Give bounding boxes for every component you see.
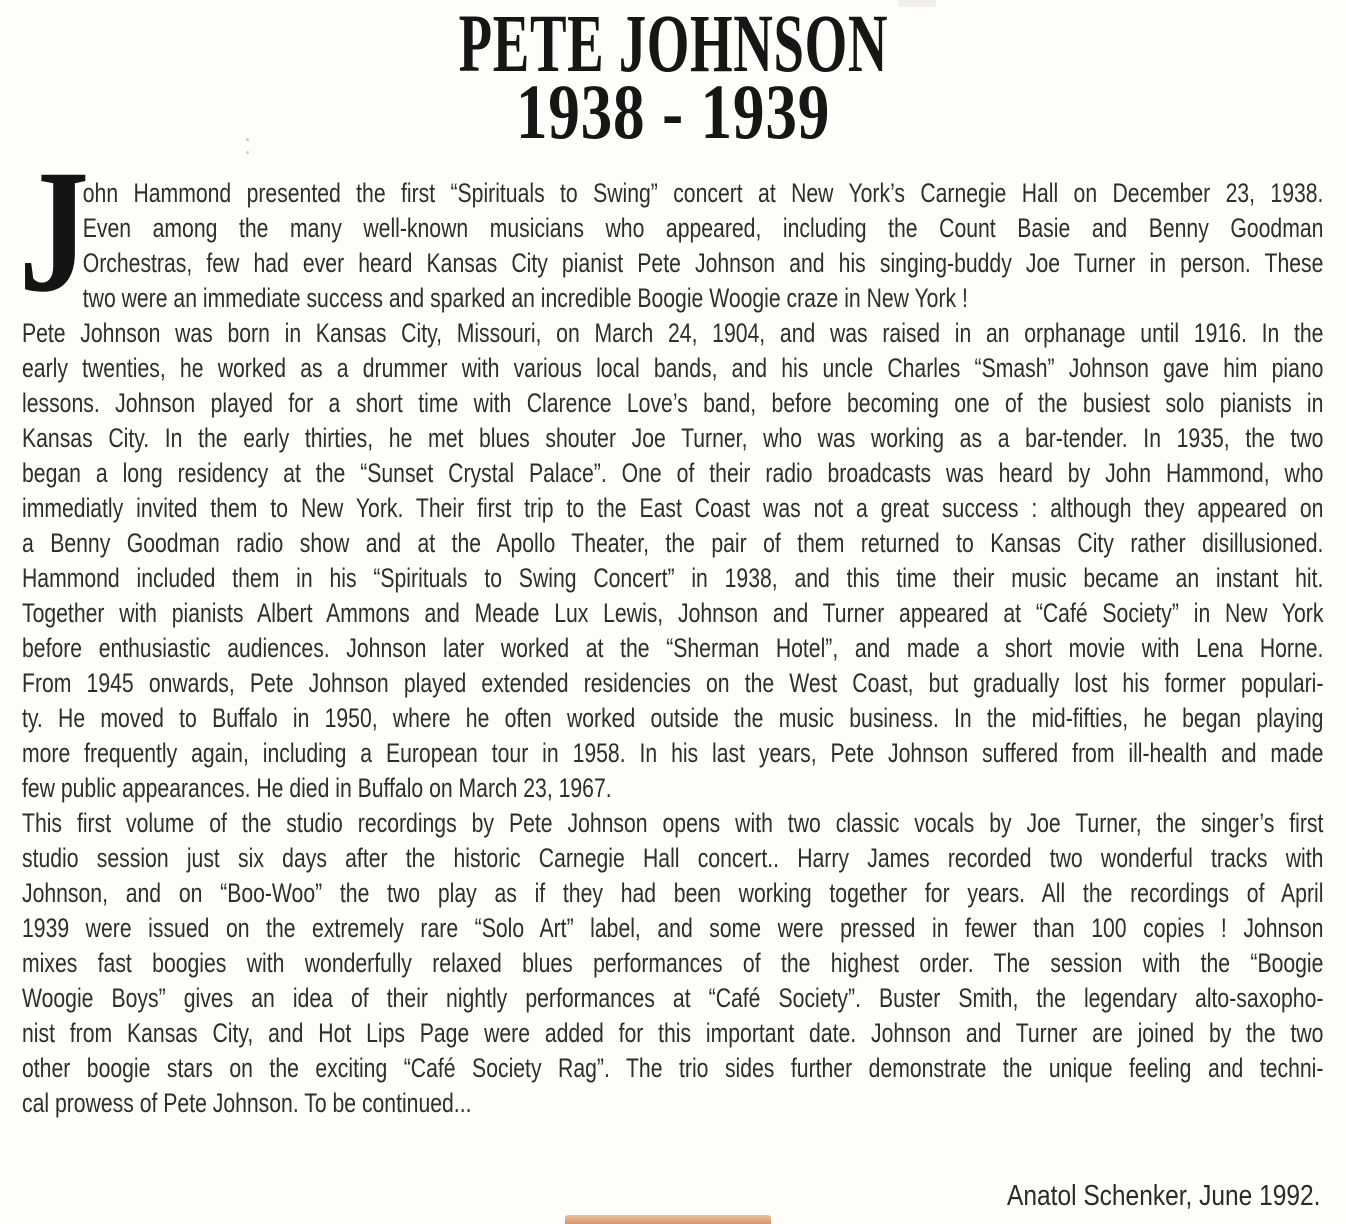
text-line: Kansas City. In the early thirties, he met blues shouter Joe Turner, who was working as a bar-tender. In 1935, the two	[22, 423, 1324, 453]
signature-row	[956, 1180, 1320, 1213]
text-line: Together with pianists Albert Ammons and Meade Lux Lewis, Johnson and Turner appeared at “Café Society” in New York	[22, 598, 1324, 628]
paragraph-2	[22, 316, 1323, 806]
text-line: before enthusiastic audiences. Johnson later worked at the “Sherman Hotel”, and made a short movie with Lena Horne.	[22, 633, 1324, 663]
scan-smudge	[898, 0, 936, 7]
album-years-title-row	[0, 68, 1346, 155]
text-line: few public appearances. He died in Buffalo on March 23, 1967.	[22, 773, 612, 803]
author-signature: Anatol Schenker, June 1992.	[1006, 1180, 1320, 1212]
album-years-title: 1938 - 1939	[515, 68, 831, 155]
text-line: Hammond included them in his “Spirituals to Swing Concert” in 1938, and this time their music became an instant hit.	[22, 563, 1324, 593]
text-line: ohn Hammond presented the first “Spirituals to Swing” concert at New York’s Carnegie Hall on December 23, 1938.	[82, 178, 1324, 208]
text-line: nist from Kansas City, and Hot Lips Page were added for this important date. Johnson and Turner are joined by the two	[22, 1018, 1324, 1048]
text-line: ty. He moved to Buffalo in 1950, where he often worked outside the music business. In the mid-fifties, he began playing	[22, 703, 1324, 733]
text-line: 1939 were issued on the extremely rare “Solo Art” label, and some were pressed in fewer than 100 copies ! Johnson	[22, 913, 1324, 943]
text-line: more frequently again, including a European tour in 1958. In his last years, Pete Johnson suffered from ill-health and made	[22, 738, 1324, 768]
text-line: immediatly invited them to New York. Their first trip to the East Coast was not a great success : although they appeared on	[22, 493, 1324, 523]
text-line: lessons. Johnson played for a short time with Clarence Love’s band, before becoming one of the busiest solo pianists in	[22, 388, 1324, 418]
drop-cap: J	[18, 134, 90, 329]
text-line: mixes fast boogies with wonderfully relaxed blues performances of the highest order. The session with the “Boogie	[22, 948, 1324, 978]
text-line: two were an immediate success and sparked an incredible Boogie Woogie craze in New York !	[82, 283, 968, 313]
text-line: Pete Johnson was born in Kansas City, Missouri, on March 24, 1904, and was raised in an orphanage until 1916. In the	[22, 318, 1324, 348]
text-line: From 1945 onwards, Pete Johnson played extended residencies on the West Coast, but gradually lost his former populari-	[22, 668, 1324, 698]
text-line: Even among the many well-known musicians who appeared, including the Count Basie and Benny Goodman	[82, 213, 1324, 243]
liner-notes-text	[18, 134, 1324, 1121]
text-line: Woogie Boys” gives an idea of their nightly performances at “Café Society”. Buster Smith, the legendary alto-saxopho-	[22, 983, 1324, 1013]
text-line: Johnson, and on “Boo-Woo” the two play as if they had been working together for years. All the recordings of April	[22, 878, 1324, 908]
paragraph-1	[18, 134, 1324, 329]
title-block	[0, 0, 1346, 155]
text-line: other boogie stars on the exciting “Café Society Rag”. The trio sides further demonstrate the unique feeling and techni-	[22, 1053, 1324, 1083]
text-line: a Benny Goodman radio show and at the Apollo Theater, the pair of them returned to Kansas City rather disillusioned.	[22, 528, 1324, 558]
liner-notes	[18, 134, 1324, 1121]
text-line: began a long residency at the “Sunset Crystal Palace”. One of their radio broadcasts was heard by John Hammond, who	[22, 458, 1324, 488]
album-artist-title: PETE JOHNSON	[458, 0, 888, 89]
text-line: This first volume of the studio recordings by Pete Johnson opens with two classic vocals by Joe Turner, the singer’s first	[22, 808, 1324, 838]
paragraph-3	[22, 806, 1323, 1121]
text-line: studio session just six days after the historic Carnegie Hall concert.. Harry James recorded two wonderful tracks with	[22, 843, 1324, 873]
text-line: early twenties, he worked as a drummer with various local bands, and his uncle Charles “Smash” Johnson gave him piano	[22, 353, 1324, 383]
text-line: Orchestras, few had ever heard Kansas City pianist Pete Johnson and his singing-buddy Joe Turner in person. These	[82, 248, 1324, 278]
scan-dots	[246, 138, 249, 141]
scan-color-bar	[565, 1215, 771, 1224]
text-line: cal prowess of Pete Johnson. To be continued...	[22, 1088, 472, 1118]
